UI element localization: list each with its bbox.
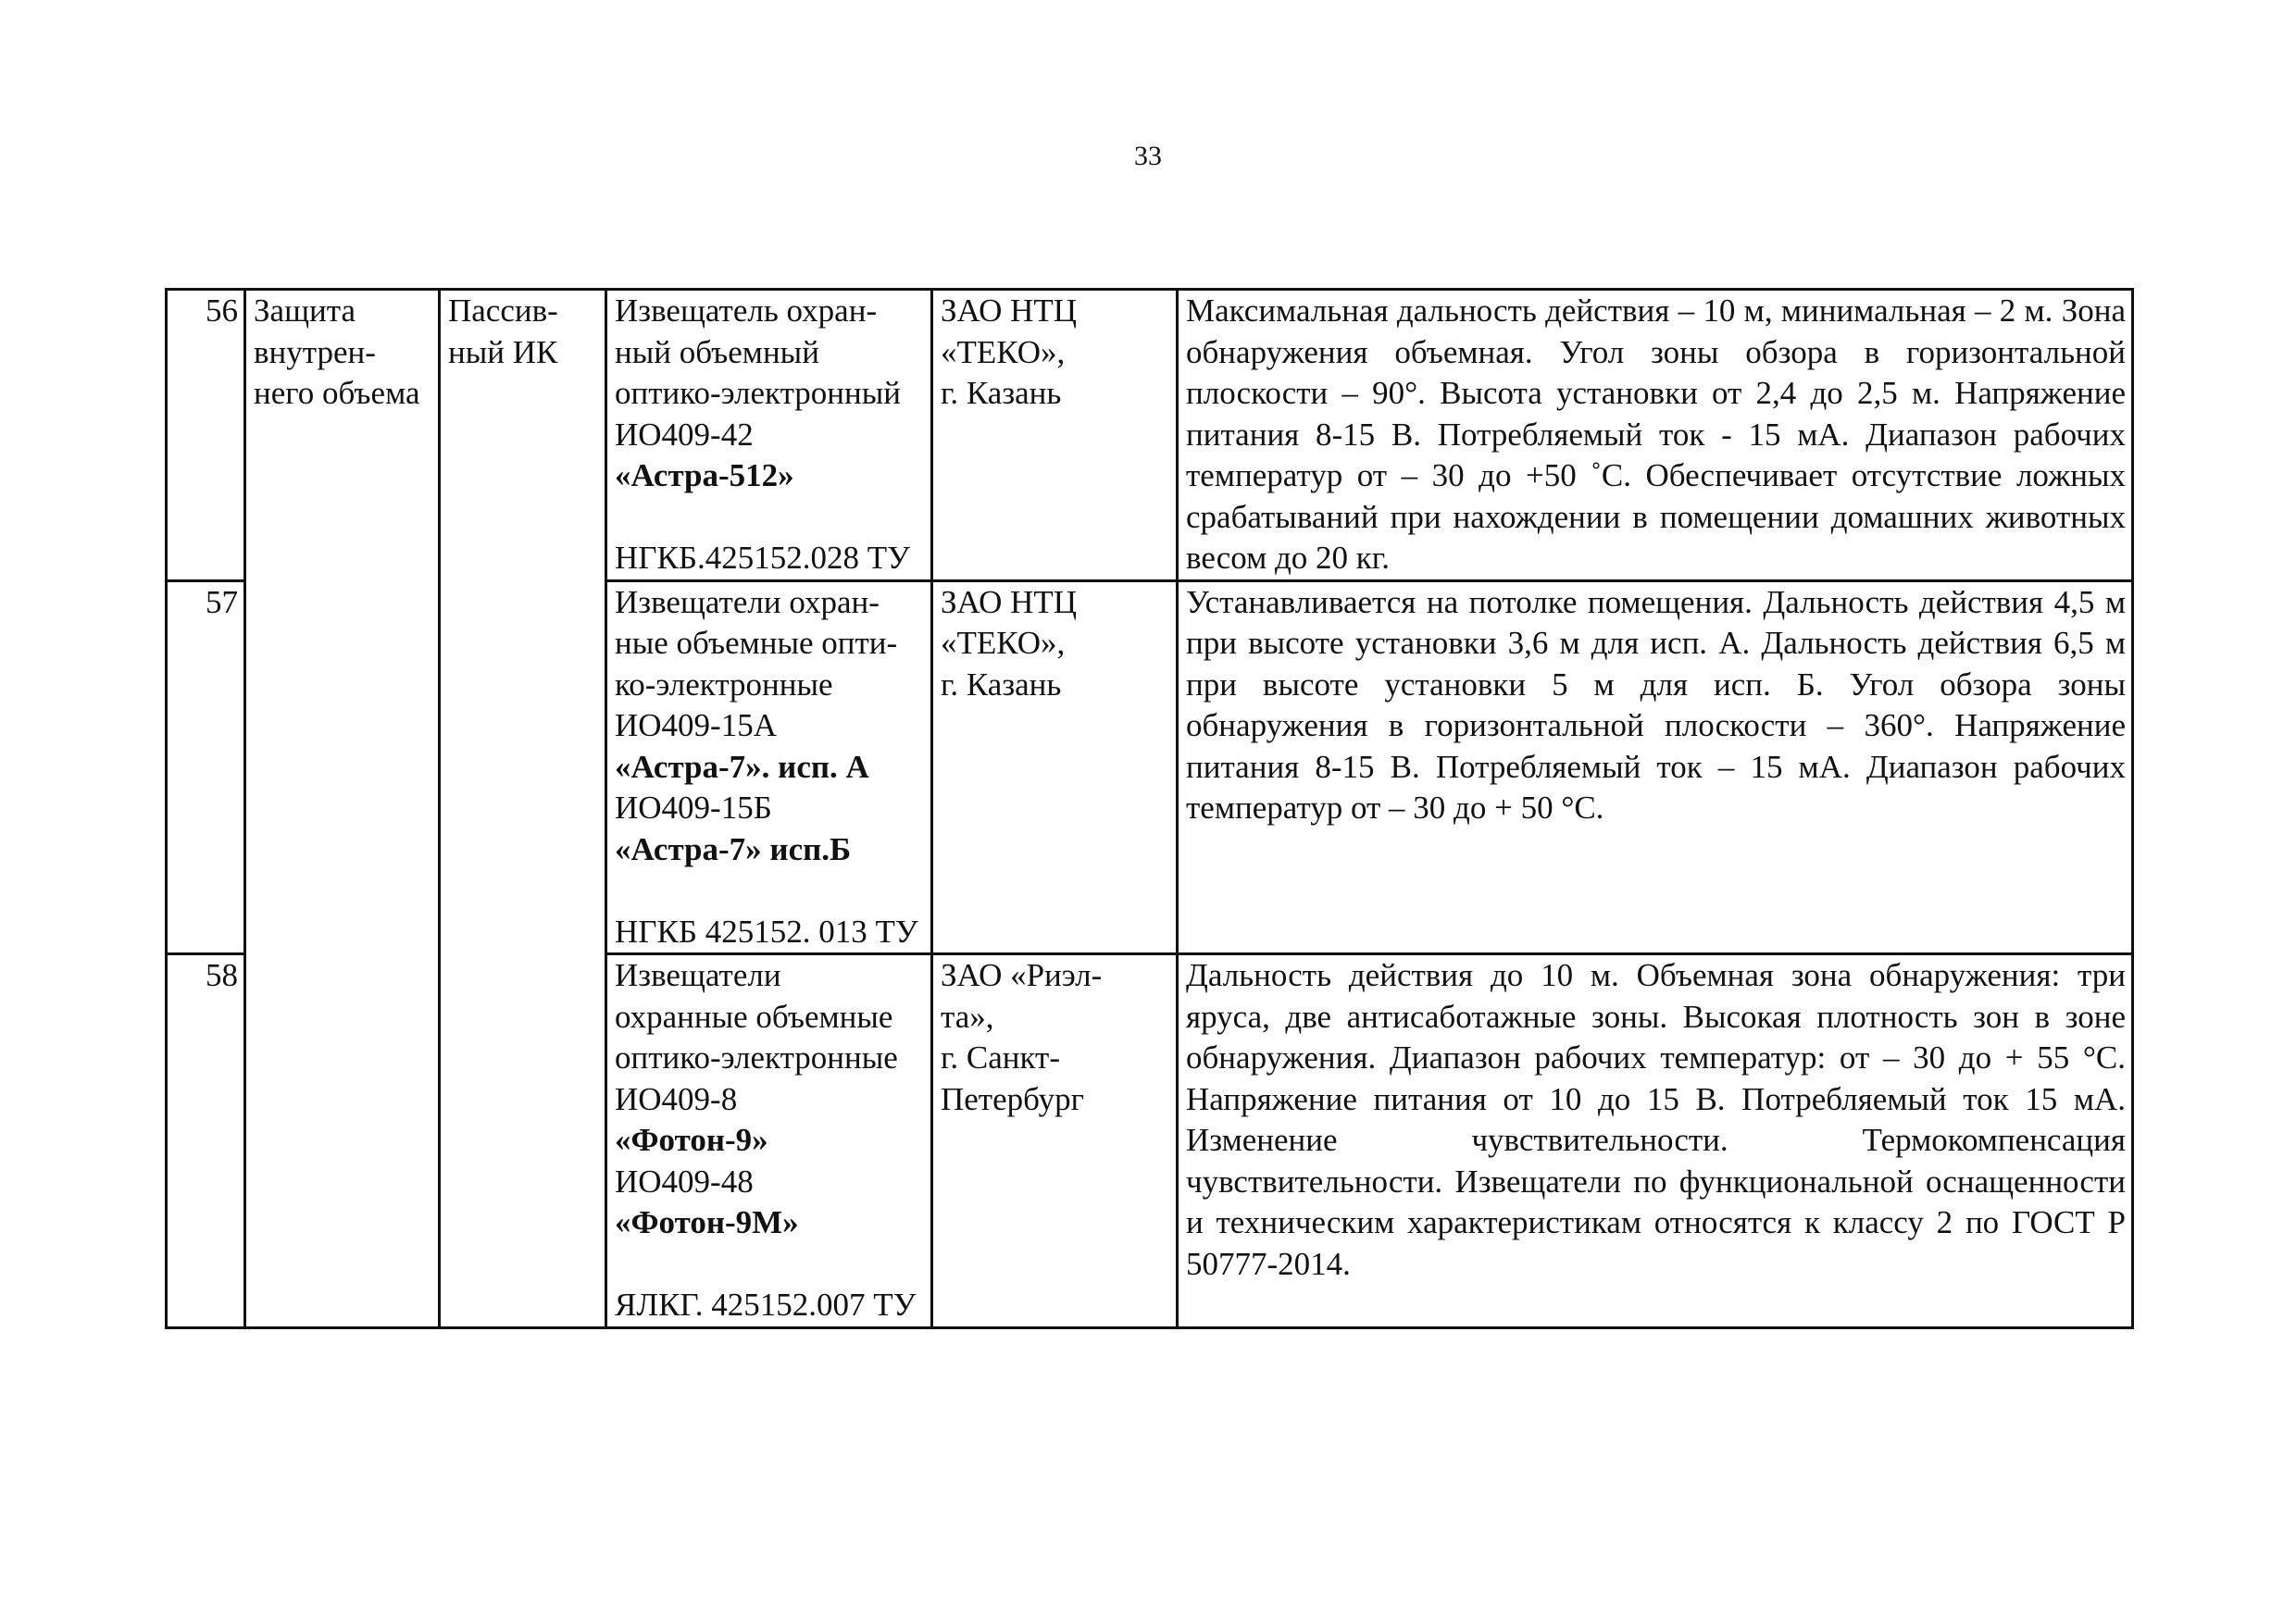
- technical-spec-code: ЯЛКГ. 425152.007 ТУ: [615, 1287, 917, 1323]
- row-number: 57: [167, 580, 245, 954]
- detector-model-name: «Фотон-9»: [615, 1122, 768, 1158]
- type-line: ный ИК: [448, 333, 558, 370]
- detector-name-line: ИО409-42: [615, 416, 754, 453]
- spacer: [615, 497, 925, 539]
- detector-name-line: ИО409-15А: [615, 707, 777, 743]
- type-line: Пассив-: [448, 292, 558, 329]
- table-row: [167, 290, 2133, 581]
- detector-name-line: Извещатели: [615, 957, 781, 993]
- manufacturer-line: г. Казань: [941, 375, 1062, 411]
- detector-model-name: «Астра-512»: [615, 457, 794, 493]
- specification-table: [165, 288, 2134, 1329]
- row-number: 58: [167, 954, 245, 1328]
- zone-line: него объема: [254, 375, 420, 411]
- detector-name-line: ные объемные опти-: [615, 625, 898, 661]
- detector-name-cell: [606, 580, 932, 954]
- row-number: 56: [167, 290, 245, 581]
- detector-name-line: ИО409-48: [615, 1163, 754, 1200]
- detector-name-line: оптико-электронные: [615, 1039, 898, 1076]
- detector-name-cell: [606, 290, 932, 581]
- characteristics-cell: Максимальная дальность действия – 10 м, минимальная – 2 м. Зона обнаружения объемная. Угол зоны обзора в горизонтальной плоскости – 90°. Высота установки от 2,4 до 2,5 м. Напряжение питания 8-15 В. Потребляемый ток - 15 мА. Диапазон рабочих температур от – 30 до +50 ˚С. Обеспечивает отсутствие ложных срабатываний при нахождении в помещении домашних животных весом до 20 кг.: [1178, 290, 2133, 581]
- manufacturer-cell: [932, 954, 1178, 1328]
- manufacturer-line: г. Казань: [941, 666, 1062, 703]
- characteristics-cell: Устанавливается на потолке помещения. Дальность действия 4,5 м при высоте установки 3,6 м для исп. А. Дальность действия 6,5 м при высоте установки 5 м для исп. Б. Угол обзора зоны обнаружения в горизонтальной плоскости – 360°. Напряжение питания 8-15 В. Потребляемый ток – 15 мА. Диапазон рабочих температур от – 30 до + 50 °С.: [1178, 580, 2133, 954]
- spacer: [615, 870, 925, 912]
- detector-type-cell: [440, 290, 606, 1328]
- protection-zone-cell: [245, 290, 440, 1328]
- detector-name-line: ный объемный: [615, 333, 819, 370]
- characteristics-cell: Дальность действия до 10 м. Объемная зона обнаружения: три яруса, две антисаботажные зоны. Высокая плотность зон в зоне обнаружения. Диапазон рабочих температур: от – 30 до + 55 °С. Напряжение питания от 10 до 15 В. Потребляемый ток 15 мА. Изменение чувствительности. Термокомпенсация чувствительности. Извещатели по функциональной оснащенности и техническим характеристикам относятся к классу 2 по ГОСТ Р 50777-2014.: [1178, 954, 2133, 1328]
- manufacturer-line: ЗАО НТЦ: [941, 292, 1078, 329]
- detector-name-line: Извещатели охран-: [615, 583, 880, 620]
- spacer: [615, 1244, 925, 1286]
- manufacturer-line: ЗАО НТЦ: [941, 583, 1078, 620]
- manufacturer-line: та»,: [941, 998, 994, 1035]
- manufacturer-cell: [932, 290, 1178, 581]
- detector-model-name: «Астра-7». исп. А: [615, 748, 869, 785]
- detector-name-cell: [606, 954, 932, 1328]
- detector-model-name: «Астра-7» исп.Б: [615, 830, 852, 867]
- detector-name-line: Извещатель охран-: [615, 292, 878, 329]
- detector-name-line: ко-электронные: [615, 666, 833, 703]
- zone-line: внутрен-: [254, 333, 376, 370]
- page-number: 33: [1134, 141, 1162, 171]
- detector-name-line: охранные объемные: [615, 998, 893, 1035]
- manufacturer-line: ЗАО «Риэл-: [941, 957, 1103, 993]
- detector-name-line: ИО409-8: [615, 1080, 738, 1117]
- manufacturer-cell: [932, 580, 1178, 954]
- zone-line: Защита: [254, 292, 356, 329]
- technical-spec-code: НГКБ 425152. 013 ТУ: [615, 913, 918, 950]
- detector-name-line: ИО409-15Б: [615, 790, 772, 826]
- manufacturer-line: «ТЕКО»,: [941, 625, 1066, 661]
- technical-spec-code: НГКБ.425152.028 ТУ: [615, 540, 910, 576]
- manufacturer-line: «ТЕКО»,: [941, 333, 1066, 370]
- manufacturer-line: г. Санкт-: [941, 1039, 1061, 1076]
- detector-model-name: «Фотон-9М»: [615, 1204, 799, 1240]
- manufacturer-line: Петербург: [941, 1080, 1084, 1117]
- detector-name-line: оптико-электронный: [615, 375, 902, 411]
